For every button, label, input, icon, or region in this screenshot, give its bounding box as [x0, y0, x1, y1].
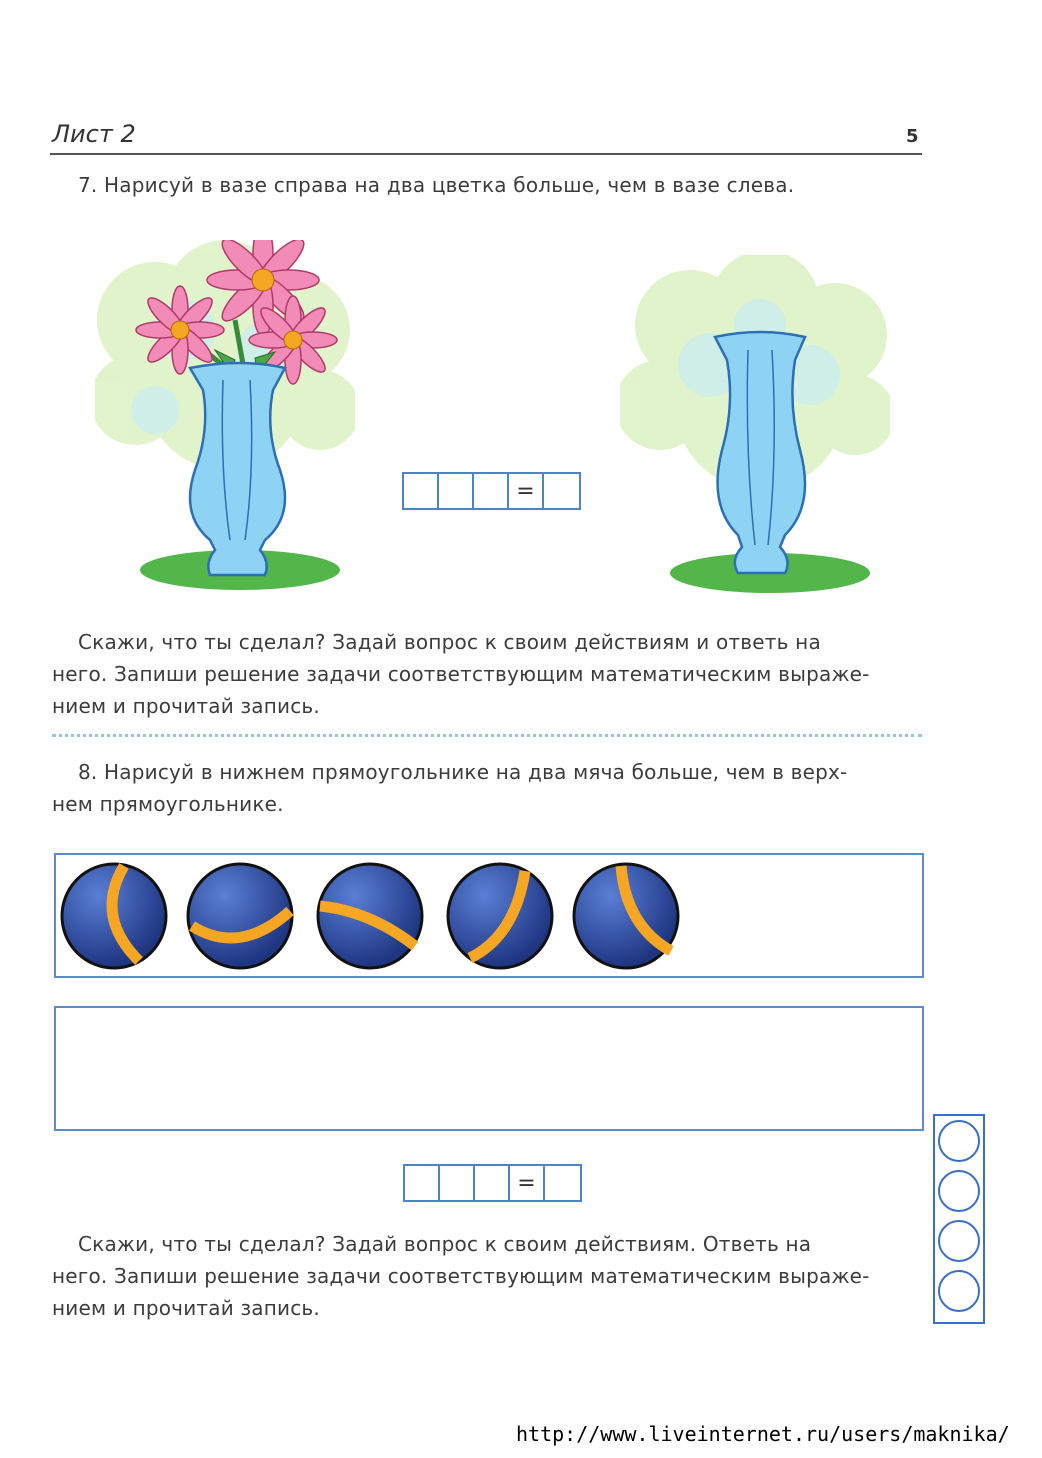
ball-icon [318, 864, 422, 968]
sheet-title: Лист 2 [52, 120, 136, 148]
vase-icon [715, 332, 805, 573]
ball-icon [574, 864, 678, 968]
ball-icon [62, 864, 166, 968]
ball-icon [448, 864, 552, 968]
equals-sign: = [509, 474, 544, 508]
page-number: 5 [906, 126, 919, 147]
task7-question-line3: нием и прочитай запись. [52, 694, 320, 718]
answer-cell[interactable] [404, 474, 439, 508]
left-vase-illustration [95, 240, 355, 590]
flower-icon [136, 286, 224, 374]
answer-cell[interactable] [440, 1166, 475, 1200]
balls-row [56, 855, 922, 976]
right-vase-illustration [620, 255, 890, 595]
source-url: http://www.liveinternet.ru/users/maknika/ [516, 1422, 1010, 1446]
answer-cell[interactable] [474, 474, 509, 508]
self-check-circle[interactable] [938, 1170, 980, 1212]
task8-question-line3: нием и прочитай запись. [52, 1296, 320, 1320]
answer-cell[interactable] [544, 474, 579, 508]
answer-cell[interactable] [545, 1166, 580, 1200]
answer-cell[interactable] [405, 1166, 440, 1200]
answer-cell[interactable] [439, 474, 474, 508]
self-check-circle[interactable] [938, 1220, 980, 1262]
task8-equation-boxes [403, 1164, 582, 1202]
answer-cell[interactable] [475, 1166, 510, 1200]
top-rectangle [54, 853, 924, 978]
vase-icon [190, 363, 285, 575]
task7-equation-boxes [402, 472, 581, 510]
self-check-circle[interactable] [938, 1120, 980, 1162]
task7-instruction: 7. Нарисуй в вазе справа на два цветка больше, чем в вазе слева. [78, 173, 795, 197]
ball-icon [188, 864, 292, 968]
task8-question-line2: него. Запиши решение задачи соответствующим математическим выраже- [52, 1264, 870, 1288]
self-check-circle[interactable] [938, 1270, 980, 1312]
task8-instruction-line2: нем прямоугольнике. [52, 792, 284, 816]
task8-instruction-line1: 8. Нарисуй в нижнем прямоугольнике на два мяча больше, чем в верх- [78, 760, 848, 784]
equals-sign: = [510, 1166, 545, 1200]
section-divider [52, 734, 922, 737]
self-check-circles [933, 1114, 985, 1324]
task7-question-line1: Скажи, что ты сделал? Задай вопрос к своим действиям и ответь на [78, 630, 821, 654]
header-divider [50, 153, 922, 155]
bottom-rectangle-drawing-area[interactable] [54, 1006, 924, 1131]
task7-question-line2: него. Запиши решение задачи соответствующим математическим выраже- [52, 662, 870, 686]
task8-question-line1: Скажи, что ты сделал? Задай вопрос к своим действиям. Ответь на [78, 1232, 812, 1256]
